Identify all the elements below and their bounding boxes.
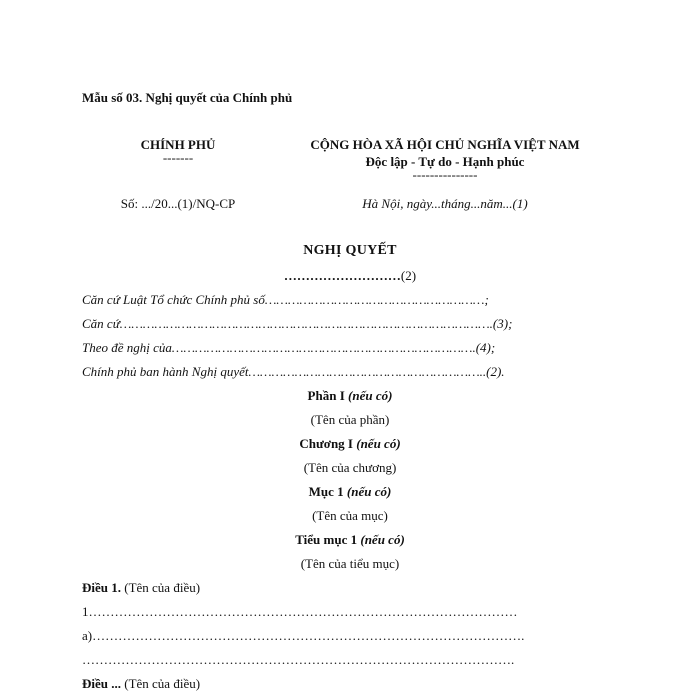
article-heading: [82, 580, 200, 596]
form-title: Mẫu số 03. Nghị quyết của Chính phủ: [82, 90, 293, 105]
national-motto: Độc lập - Tự do - Hạnh phúc: [365, 154, 525, 169]
chapter-heading: [0, 436, 700, 452]
agency-rule: -------: [162, 150, 194, 165]
section-name: (Tên của mục): [312, 508, 388, 523]
chapter-label: Chương I: [299, 436, 353, 451]
article-label: Điều 1.: [82, 580, 121, 595]
subtitle-dots: ………………………: [283, 268, 401, 283]
part-optional-note: (nếu có): [348, 388, 393, 403]
document-subtitle: [0, 268, 700, 284]
article-clause-line: 1………………………………………………………………………………………: [82, 604, 518, 619]
legal-basis-line: Chính phủ ban hành Nghị quyết……………………………………………………..(2).: [82, 364, 505, 379]
part-heading: [0, 388, 700, 404]
agency-name: CHÍNH PHỦ: [140, 137, 216, 152]
place-date: Hà Nội, ngày...tháng...năm...(1): [362, 196, 528, 211]
chapter-optional-note: (nếu có): [356, 436, 401, 451]
subsection-optional-note: (nếu có): [360, 532, 405, 547]
article-heading: [82, 676, 200, 692]
legal-basis-line: Căn cứ Luật Tổ chức Chính phủ số…………………………………………………;: [82, 292, 489, 307]
legal-basis-line: Căn cứ…………………………………………………………………………………….(3);: [82, 316, 513, 331]
motto-rule: ---------------: [412, 167, 478, 182]
part-label: Phần I: [307, 388, 345, 403]
article-point-line: a)……………………………………………………………………………………….: [82, 628, 525, 643]
subtitle-note: (2): [400, 268, 417, 283]
legal-basis-line: Theo đề nghị của…………………………………………………………………….(4);: [82, 340, 496, 355]
article-label: Điều ...: [82, 676, 121, 691]
section-heading: [0, 484, 700, 500]
agency-header: [100, 137, 256, 163]
article-continuation-line: ……………………………………………………………………………………….: [82, 652, 515, 667]
country-name: CỘNG HÒA XÃ HỘI CHỦ NGHĨA VIỆT NAM: [310, 137, 580, 152]
document-number: Số: .../20...(1)/NQ-CP: [120, 196, 236, 211]
part-name: (Tên của phần): [310, 412, 390, 427]
chapter-name: (Tên của chương): [303, 460, 397, 475]
subsection-name: (Tên của tiểu mục): [300, 556, 400, 571]
document-type-heading: NGHỊ QUYẾT: [303, 243, 397, 258]
article-name: (Tên của điều): [124, 676, 201, 691]
article-name: (Tên của điều): [124, 580, 201, 595]
subsection-heading: [0, 532, 700, 548]
section-optional-note: (nếu có): [346, 484, 392, 499]
state-header: [280, 137, 610, 180]
subsection-label: Tiểu mục 1: [295, 532, 358, 547]
section-label: Mục 1: [308, 484, 344, 499]
